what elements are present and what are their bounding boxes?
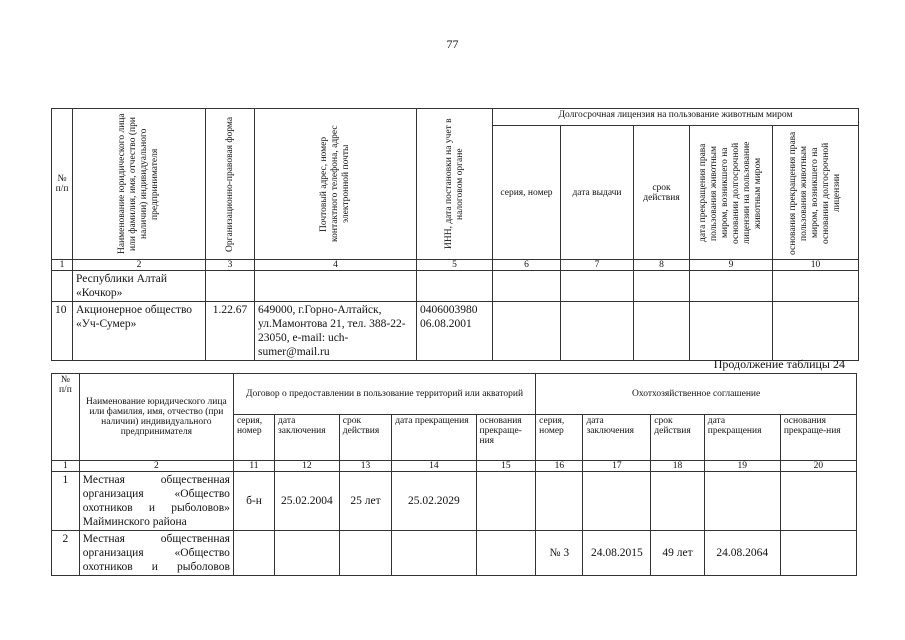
col-number: 4 (255, 260, 417, 271)
col-number: 7 (561, 260, 634, 271)
col-number: 10 (773, 260, 859, 271)
col-number: 15 (476, 461, 536, 472)
col-number: 5 (417, 260, 493, 271)
col-number: 11 (233, 461, 274, 472)
org-name: Местная общественная организация «Общество охотников и рыболовов (79, 531, 233, 576)
col-number: 17 (583, 461, 651, 472)
header-issue-date: дата выдачи (561, 126, 634, 260)
col-number: 16 (536, 461, 583, 472)
org-address: 649000, г.Горно-Алтайск, ул.Мамонтова 21, тел. 388-22-23050, e-mail: uch-sumer@mail.ru (255, 302, 417, 361)
col-number: 3 (206, 260, 255, 271)
col-number: 2 (79, 461, 233, 472)
header-name: Наименование юридического лица или фамилия, имя, отчество (при наличии) индивидуального предпринимателя (117, 113, 160, 255)
header-form: Организационно-правовая форма (224, 116, 235, 252)
col-number: 8 (634, 260, 690, 271)
header-termination-basis: основания прекраще-ния (476, 415, 536, 461)
header-license-group: Долгосрочная лицензия на пользование животным миром (493, 109, 859, 126)
col-number: 18 (651, 461, 704, 472)
col-number: 14 (392, 461, 476, 472)
header-inn: ИНН, дата постановки на учет в налоговом органе (443, 118, 465, 250)
header-address: Почтовый адрес, номер контактного телефона, адрес электронной почты (319, 125, 351, 243)
col-number: 6 (493, 260, 561, 271)
header-num: № п/п (52, 374, 80, 461)
org-inn: 0406003980 06.08.2001 (417, 302, 493, 361)
table-row: 10 Акционерное общество «Уч-Сумер» 1.22.67 649000, г.Горно-Алтайск, ул.Мамонтова 21, тел. 388-22-23050, e-mail: uch-sumer@mail.ru 0406003980 06.08.2001 (52, 302, 859, 361)
header-validity: срок действия (634, 126, 690, 260)
header-termination-date: дата прекращения (392, 415, 476, 461)
header-name: Наименование юридического лица или фамилия, имя, отчество (при наличии) индивидуального предпринимателя (79, 374, 233, 461)
table-row: 1 Местная общественная организация «Общество охотников и рыболовов» Майминского района б-н 25.02.2004 25 лет 25.02.2029 (52, 472, 857, 531)
org-form: 1.22.67 (206, 302, 255, 361)
header-validity: срок действия (339, 415, 391, 461)
header-termination-date: дата прекращения права пользования животным миром, возникшего на основании долгосрочной лицензии на пользование животным миром (698, 141, 763, 244)
col-number: 1 (52, 461, 80, 472)
header-termination-date: дата прекращения (704, 415, 780, 461)
table-row: 2 Местная общественная организация «Общество охотников и рыболовов № 3 24.08.2015 49 лет 24.08.2064 (52, 531, 857, 576)
header-conclusion-date: дата заключения (275, 415, 340, 461)
agreement-table (51, 373, 857, 576)
col-number: 12 (275, 461, 340, 472)
header-termination-basis: основания прекраще-ния (780, 415, 856, 461)
col-number: 20 (780, 461, 856, 472)
header-num: № п/п (52, 109, 73, 260)
header-termination-basis: основания прекращения права пользования животным миром, возникшего на основании долгосрочной лицензии (788, 130, 842, 255)
col-number: 9 (690, 260, 773, 271)
col-number: 2 (73, 260, 206, 271)
col-number: 19 (704, 461, 780, 472)
header-series: серия, номер (233, 415, 274, 461)
header-series: серия, номер (536, 415, 583, 461)
continuation-caption: Продолжение таблицы 24 (713, 357, 845, 371)
col-number: 13 (339, 461, 391, 472)
table-row (52, 271, 859, 302)
org-name: Акционерное общество «Уч-Сумер» (73, 302, 206, 361)
header-conclusion-date: дата заключения (583, 415, 651, 461)
page-number: 77 (446, 37, 459, 51)
header-series: серия, номер (493, 126, 561, 260)
header-agreement-group: Договор о предоставлении в пользование территорий или акваторий (233, 374, 535, 415)
license-table (51, 108, 859, 361)
org-name: Республики Алтай «Кочкор» (73, 271, 206, 302)
header-validity: срок действия (651, 415, 704, 461)
header-hunting-group: Охотхозяйственное соглашение (536, 374, 857, 415)
org-name: Местная общественная организация «Общество охотников и рыболовов» Майминского района (79, 472, 233, 531)
col-number: 1 (52, 260, 73, 271)
